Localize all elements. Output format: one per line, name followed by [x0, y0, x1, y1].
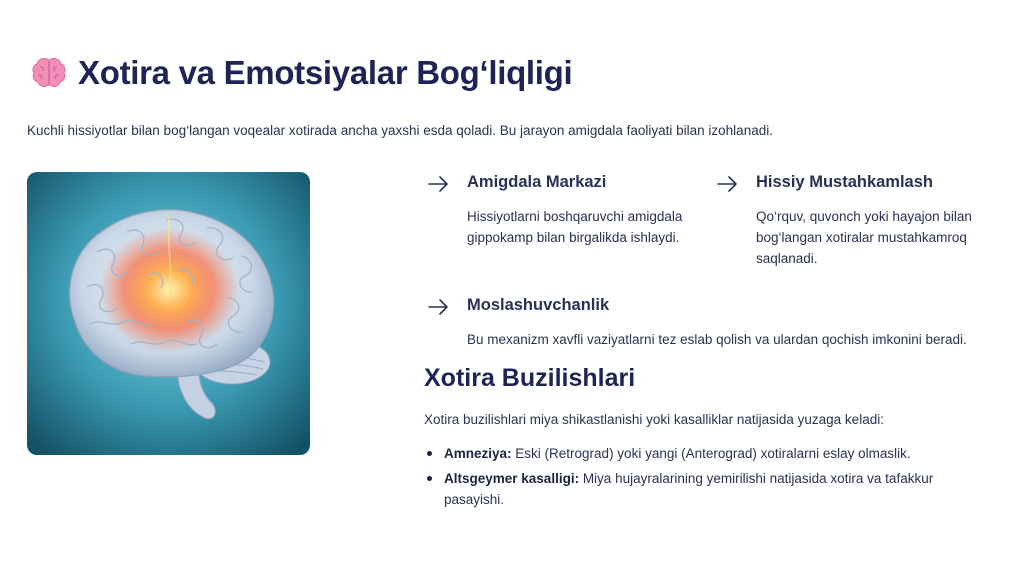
arrow-right-icon	[428, 298, 450, 316]
feature-title: Hissiy Mustahkamlash	[756, 173, 933, 191]
section-intro: Xotira buzilishlari miya shikastlanishi yoki kasalliklar natijasida yuzaga keladi:	[424, 412, 884, 427]
list-item	[424, 443, 964, 464]
list-item-text: Miya hujayralarining yemirilishi natijasida xotira va tafakkur pasayishi.	[444, 471, 934, 507]
disorder-list	[424, 443, 964, 514]
arrow-right-icon	[428, 175, 450, 193]
list-item-term: Amneziya:	[444, 446, 512, 461]
feature-text: Bu mexanizm xavfli vaziyatlarni tez eslab qolish va ulardan qochish imkonini beradi.	[467, 332, 967, 347]
feature-text: Hissiyotlarni boshqaruvchi amigdala gippokamp bilan birgalikda ishlaydi.	[467, 209, 683, 245]
bullet-icon	[427, 476, 432, 481]
list-item-term: Altsgeymer kasalligi:	[444, 471, 580, 486]
page-title: Xotira va Emotsiyalar Bog‘liqligi	[78, 54, 573, 91]
brain-illustration	[27, 172, 310, 455]
feature-title: Amigdala Markazi	[467, 173, 607, 191]
feature-title: Moslashuvchanlik	[467, 296, 610, 314]
bullet-icon	[427, 451, 432, 456]
arrow-right-icon	[717, 175, 739, 193]
list-item	[424, 468, 964, 510]
intro-text: Kuchli hissiyotlar bilan bog‘langan voqealar xotirada ancha yaxshi esda qoladi. Bu jarayon amigdala faoliyati bilan izohlanadi.	[27, 123, 773, 138]
section-title: Xotira Buzilishlari	[424, 364, 636, 392]
title-row	[30, 54, 572, 92]
list-item-text: Eski (Retrograd) yoki yangi (Anterograd) xotiralarni eslay olmaslik.	[511, 446, 911, 461]
brain-icon	[30, 54, 68, 92]
feature-text: Qo‘rquv, quvonch yoki hayajon bilan bog‘langan xotiralar mustahkamroq saqlanadi.	[756, 209, 972, 266]
